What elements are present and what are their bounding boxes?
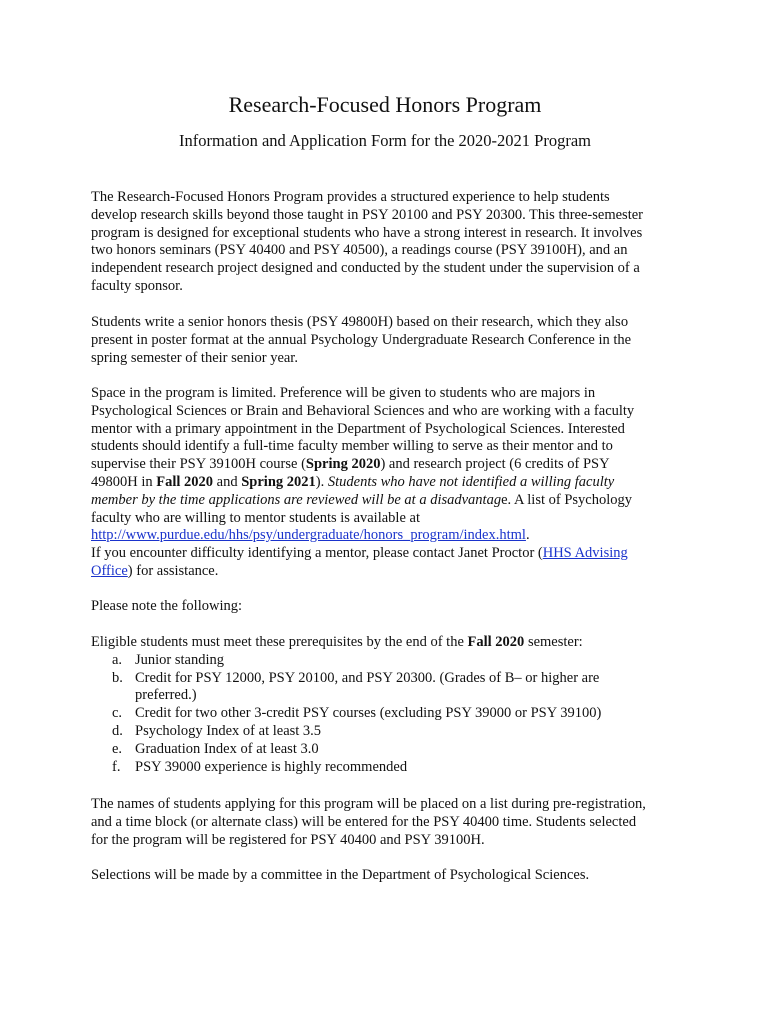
bold-term: Spring 2021 <box>241 473 316 490</box>
eligibility-intro <box>91 634 691 652</box>
text-line: Please note the following: <box>91 598 243 614</box>
honors-program-link[interactable]: http://www.purdue.edu/hhs/psy/undergraduate/honors_program/index.html <box>91 527 526 544</box>
bold-term: Fall 2020 <box>467 634 525 650</box>
text-run: ) and research project (6 credits of PSY <box>380 456 610 473</box>
list-marker: d. <box>112 722 123 739</box>
space-paragraph <box>91 385 691 581</box>
list-item <box>91 670 691 706</box>
text-line: for the program will be registered for PSY 40400 and PSY 39100H. <box>91 831 485 848</box>
text-line: develop research skills beyond those taught in PSY 20100 and PSY 20300. This three-semester <box>91 206 643 223</box>
text-line: The Research-Focused Honors Program provides a structured experience to help students <box>91 189 610 205</box>
text-line: program is designed for exceptional students who have a strong interest in research. It involves <box>91 224 643 241</box>
note-paragraph <box>91 598 691 616</box>
text-line <box>91 474 691 492</box>
list-item-text: Psychology Index of at least 3.5 <box>135 722 322 739</box>
selection-paragraph <box>91 867 691 885</box>
text-line: Space in the program is limited. Preference will be given to students who are majors in <box>91 385 596 401</box>
list-item-continuation: preferred.) <box>135 687 197 704</box>
text-line: The names of students applying for this program will be placed on a list during pre-registration, <box>91 796 646 812</box>
thesis-paragraph <box>91 314 691 367</box>
list-item <box>91 741 691 759</box>
eligibility-section <box>91 634 691 776</box>
bold-term: Spring 2020 <box>305 456 381 473</box>
list-item-text: PSY 39000 experience is highly recommended <box>135 758 408 775</box>
text-run: . <box>525 527 530 544</box>
text-line: Selections will be made by a committee in the Department of Psychological Sciences. <box>91 867 590 883</box>
list-item-text: Graduation Index of at least 3.0 <box>135 740 319 757</box>
list-marker: e. <box>112 740 123 757</box>
text-line: independent research project designed and conducted by the student under the supervision of a <box>91 260 640 277</box>
text-run: and <box>213 473 242 490</box>
text-run: If you encounter difficulty identifying a mentor, please contact Janet Proctor ( <box>91 545 543 562</box>
text-line: faculty sponsor. <box>91 277 183 294</box>
list-item-text: Junior standing <box>135 651 225 668</box>
text-run: ) for assistance. <box>127 562 219 579</box>
page-subtitle: Information and Application Form for the 2020-2021 Program <box>179 131 591 150</box>
text-line <box>91 456 691 474</box>
bold-term: Fall 2020 <box>156 473 214 490</box>
text-run: semester: <box>524 634 583 650</box>
text-line <box>91 563 691 581</box>
list-marker: c. <box>112 705 123 722</box>
hhs-advising-link[interactable]: HHS Advising <box>542 545 628 562</box>
list-item-text: Credit for PSY 12000, PSY 20100, and PSY 20300. (Grades of B– or higher are <box>135 669 600 686</box>
list-item <box>91 705 691 723</box>
text-run: e. A list of Psychology <box>501 491 633 508</box>
list-item <box>91 723 691 741</box>
text-line: Psychological Sciences or Brain and Behavioral Sciences and who are working with a faculty <box>91 402 635 419</box>
text-run: 49800H in <box>91 473 157 490</box>
text-run: supervise their PSY 39100H course ( <box>91 456 306 473</box>
text-line: students should identify a full-time faculty member willing to serve as their mentor and to <box>91 438 613 455</box>
list-marker: f. <box>112 758 121 775</box>
list-marker: b. <box>112 669 123 686</box>
text-line <box>91 492 691 510</box>
prerequisite-list <box>91 652 691 777</box>
text-line: present in poster format at the annual Psychology Undergraduate Research Conference in the <box>91 331 632 348</box>
hhs-advising-link-continued[interactable]: Office <box>91 562 128 579</box>
italic-warning: member by the time applications are reviewed will be at a disadvantag <box>91 491 502 508</box>
text-line <box>91 545 691 563</box>
list-item-text: Credit for two other 3-credit PSY courses (excluding PSY 39000 or PSY 39100) <box>135 705 602 722</box>
list-marker: a. <box>112 651 123 668</box>
text-line: two honors seminars (PSY 40400 and PSY 40500), a readings course (PSY 39100H), and an <box>91 242 628 259</box>
text-line: and a time block (or alternate class) will be entered for the PSY 40400 time. Students selected <box>91 813 637 830</box>
text-run: Eligible students must meet these prerequisites by the end of the <box>91 634 468 650</box>
text-line: mentor with a primary appointment in the Department of Psychological Sciences. Interested <box>91 420 625 437</box>
text-line: faculty who are willing to mentor students is available at <box>91 509 420 526</box>
registration-paragraph <box>91 796 691 849</box>
page-title: Research-Focused Honors Program <box>228 92 542 117</box>
text-line <box>91 527 691 545</box>
italic-warning: Students who have not identified a willing faculty <box>327 473 615 490</box>
intro-paragraph <box>91 189 691 296</box>
text-line: spring semester of their senior year. <box>91 349 298 366</box>
text-run: ). <box>315 473 328 490</box>
list-item <box>91 759 691 777</box>
text-line: Students write a senior honors thesis (PSY 49800H) based on their research, which they also <box>91 314 629 330</box>
list-item <box>91 652 691 670</box>
